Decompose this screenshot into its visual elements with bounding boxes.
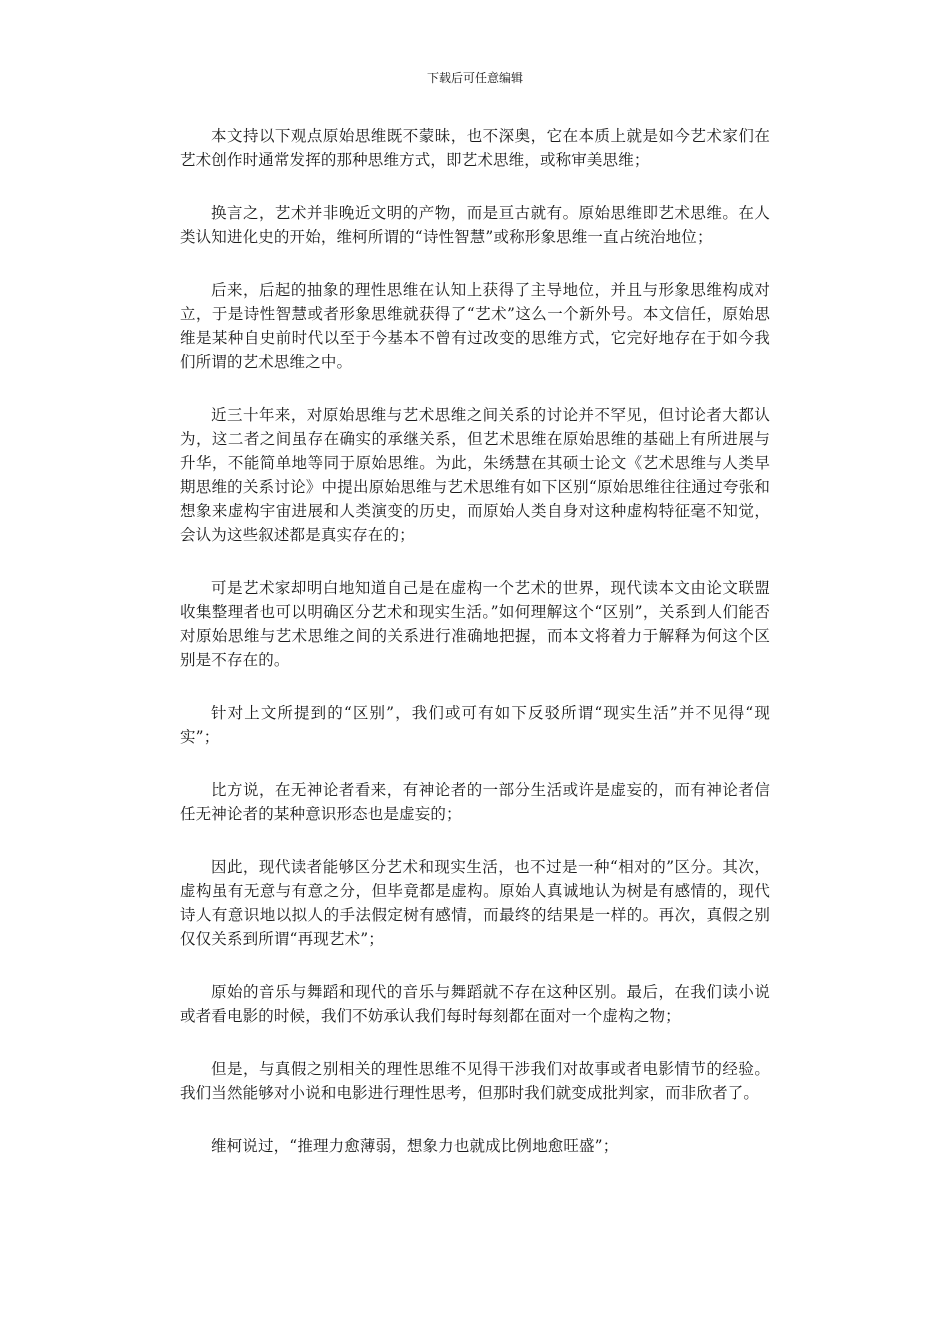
paragraph-4: 近三十年来，对原始思维与艺术思维之间关系的讨论并不罕见，但讨论者大都认为，这二者之间虽存在确实的承继关系，但艺术思维在原始思维的基础上有所进展与升华，不能简单地等同于原始思维。为此，朱绣慧在其硕士论文《艺术思维与人类早期思维的关系讨论》中提出原始思维与艺术思维有如下区别“原始思维往往通过夸张和想象来虚构宇宙进展和人类演变的历史，而原始人类自身对这种虚构特征毫不知觉，会认为这些叙述都是真实存在的；	[180, 406, 770, 544]
paragraph-3: 后来，后起的抽象的理性思维在认知上获得了主导地位，并且与形象思维构成对立，于是诗性智慧或者形象思维就获得了“艺术”这么一个新外号。本文信任，原始思维是某种自史前时代以至于今基本不曾有过改变的思维方式，它完好地存在于如今我们所谓的艺术思维之中。	[180, 281, 770, 371]
paragraph-2: 换言之，艺术并非晚近文明的产物，而是亘古就有。原始思维即艺术思维。在人类认知进化史的开始，维柯所谓的“诗性智慧”或称形象思维一直占统治地位；	[180, 204, 770, 246]
paragraph-1: 本文持以下观点原始思维既不蒙昧，也不深奥，它在本质上就是如今艺术家们在艺术创作时通常发挥的那种思维方式，即艺术思维，或称审美思维；	[180, 127, 770, 169]
document-body	[180, 124, 770, 1187]
paragraph-8: 因此，现代读者能够区分艺术和现实生活，也不过是一种“相对的”区分。其次，虚构虽有无意与有意之分，但毕竟都是虚构。原始人真诚地认为树是有感情的，现代诗人有意识地以拟人的手法假定树有感情，而最终的结果是一样的。再次，真假之别仅仅关系到所谓“再现艺术”；	[180, 858, 770, 948]
paragraph-9: 原始的音乐与舞蹈和现代的音乐与舞蹈就不存在这种区别。最后，在我们读小说或者看电影的时候，我们不妨承认我们每时每刻都在面对一个虚构之物；	[180, 983, 770, 1025]
paragraph-7: 比方说，在无神论者看来，有神论者的一部分生活或许是虚妄的，而有神论者信任无神论者的某种意识形态也是虚妄的；	[180, 781, 770, 823]
paragraph-5: 可是艺术家却明白地知道自己是在虚构一个艺术的世界，现代读本文由论文联盟收集整理者也可以明确区分艺术和现实生活。”如何理解这个“区别”，关系到人们能否对原始思维与艺术思维之间的关系进行准确地把握，而本文将着力于解释为何这个区别是不存在的。	[180, 579, 770, 669]
page-header: 下载后可任意编辑	[426, 71, 523, 85]
paragraph-10: 但是，与真假之别相关的理性思维不见得干涉我们对故事或者电影情节的经验。我们当然能够对小说和电影进行理性思考，但那时我们就变成批判家，而非欣者了。	[180, 1060, 770, 1102]
paragraph-6: 针对上文所提到的“区别”，我们或可有如下反驳所谓“现实生活”并不见得“现实”；	[180, 704, 770, 746]
paragraph-11: 维柯说过，“推理力愈薄弱，想象力也就成比例地愈旺盛”；	[211, 1137, 619, 1155]
